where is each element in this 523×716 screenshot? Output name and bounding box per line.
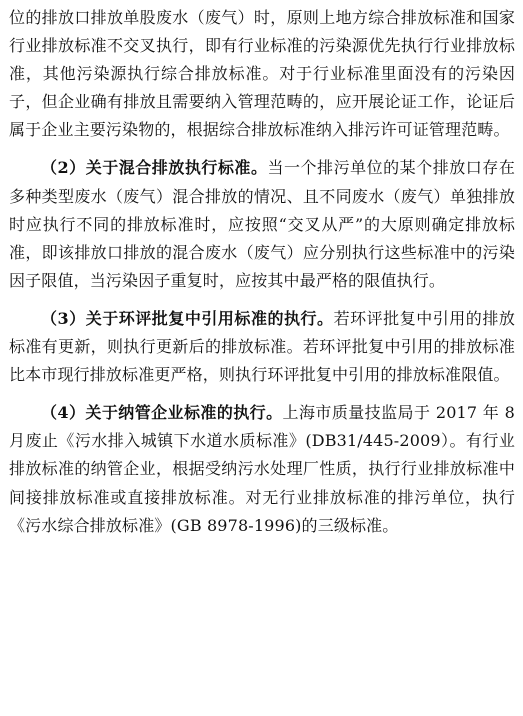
document-page xyxy=(9,4,515,540)
paragraph-text: 位的排放口排放单股废水（废气）时，原则上地方综合排放标准和国家行业排放标准不交叉执行，即有行业标准的污染源优先执行行业排放标准，其他污染源执行综合排放标准。对于行业标准里面没有的污染因子，但企业确有排放且需要纳入管理范畴的，应开展论证工作，论证后属于企业主要污染物的，根据综合排放标准纳入排污许可证管理范畴。 xyxy=(9,8,515,140)
paragraph-sewer-enterprise xyxy=(9,399,515,539)
paragraph-text: 当一个排污单位的某个排放口存在多种类型废水（废气）混合排放的情况、且不同废水（废气）单独排放时应执行不同的排放标准时，应按照“交叉从严”的大原则确定排放标准，即该排放口排放的混合废水（废气）应分别执行这些标准中的污染因子限值，当污染因子重复时，应按其中最严格的限值执行。 xyxy=(9,158,515,290)
paragraph-gap xyxy=(9,389,515,399)
paragraph-gap xyxy=(9,295,515,305)
paragraph-text: 上海市质量技监局于 2017 年 8 月废止《污水排入城镇下水道水质标准》(DB31/445-2009）。有行业排放标准的纳管企业，根据受纳污水处理厂性质，执行行业排放标准中间接排放标准或直接排放标准。对无行业排放标准的排污单位，执行《污水综合排放标准》(GB 8978-1996)的三级标准。 xyxy=(9,403,516,535)
paragraph-heading: （4）关于纳管企业标准的执行。 xyxy=(41,403,283,423)
paragraph-continued xyxy=(9,4,515,144)
paragraph-gap xyxy=(9,144,515,154)
paragraph-heading: （2）关于混合排放执行标准。 xyxy=(41,158,268,178)
paragraph-heading: （3）关于环评批复中引用标准的执行。 xyxy=(41,308,334,328)
paragraph-text: 若环评批复中引用的排放标准有更新，则执行更新后的排放标准。若环评批复中引用的排放标准比本市现行排放标准更严格，则执行环评批复中引用的排放标准限值。 xyxy=(9,308,515,385)
paragraph-eia-standard xyxy=(9,305,515,389)
paragraph-mixed-discharge xyxy=(9,154,515,294)
